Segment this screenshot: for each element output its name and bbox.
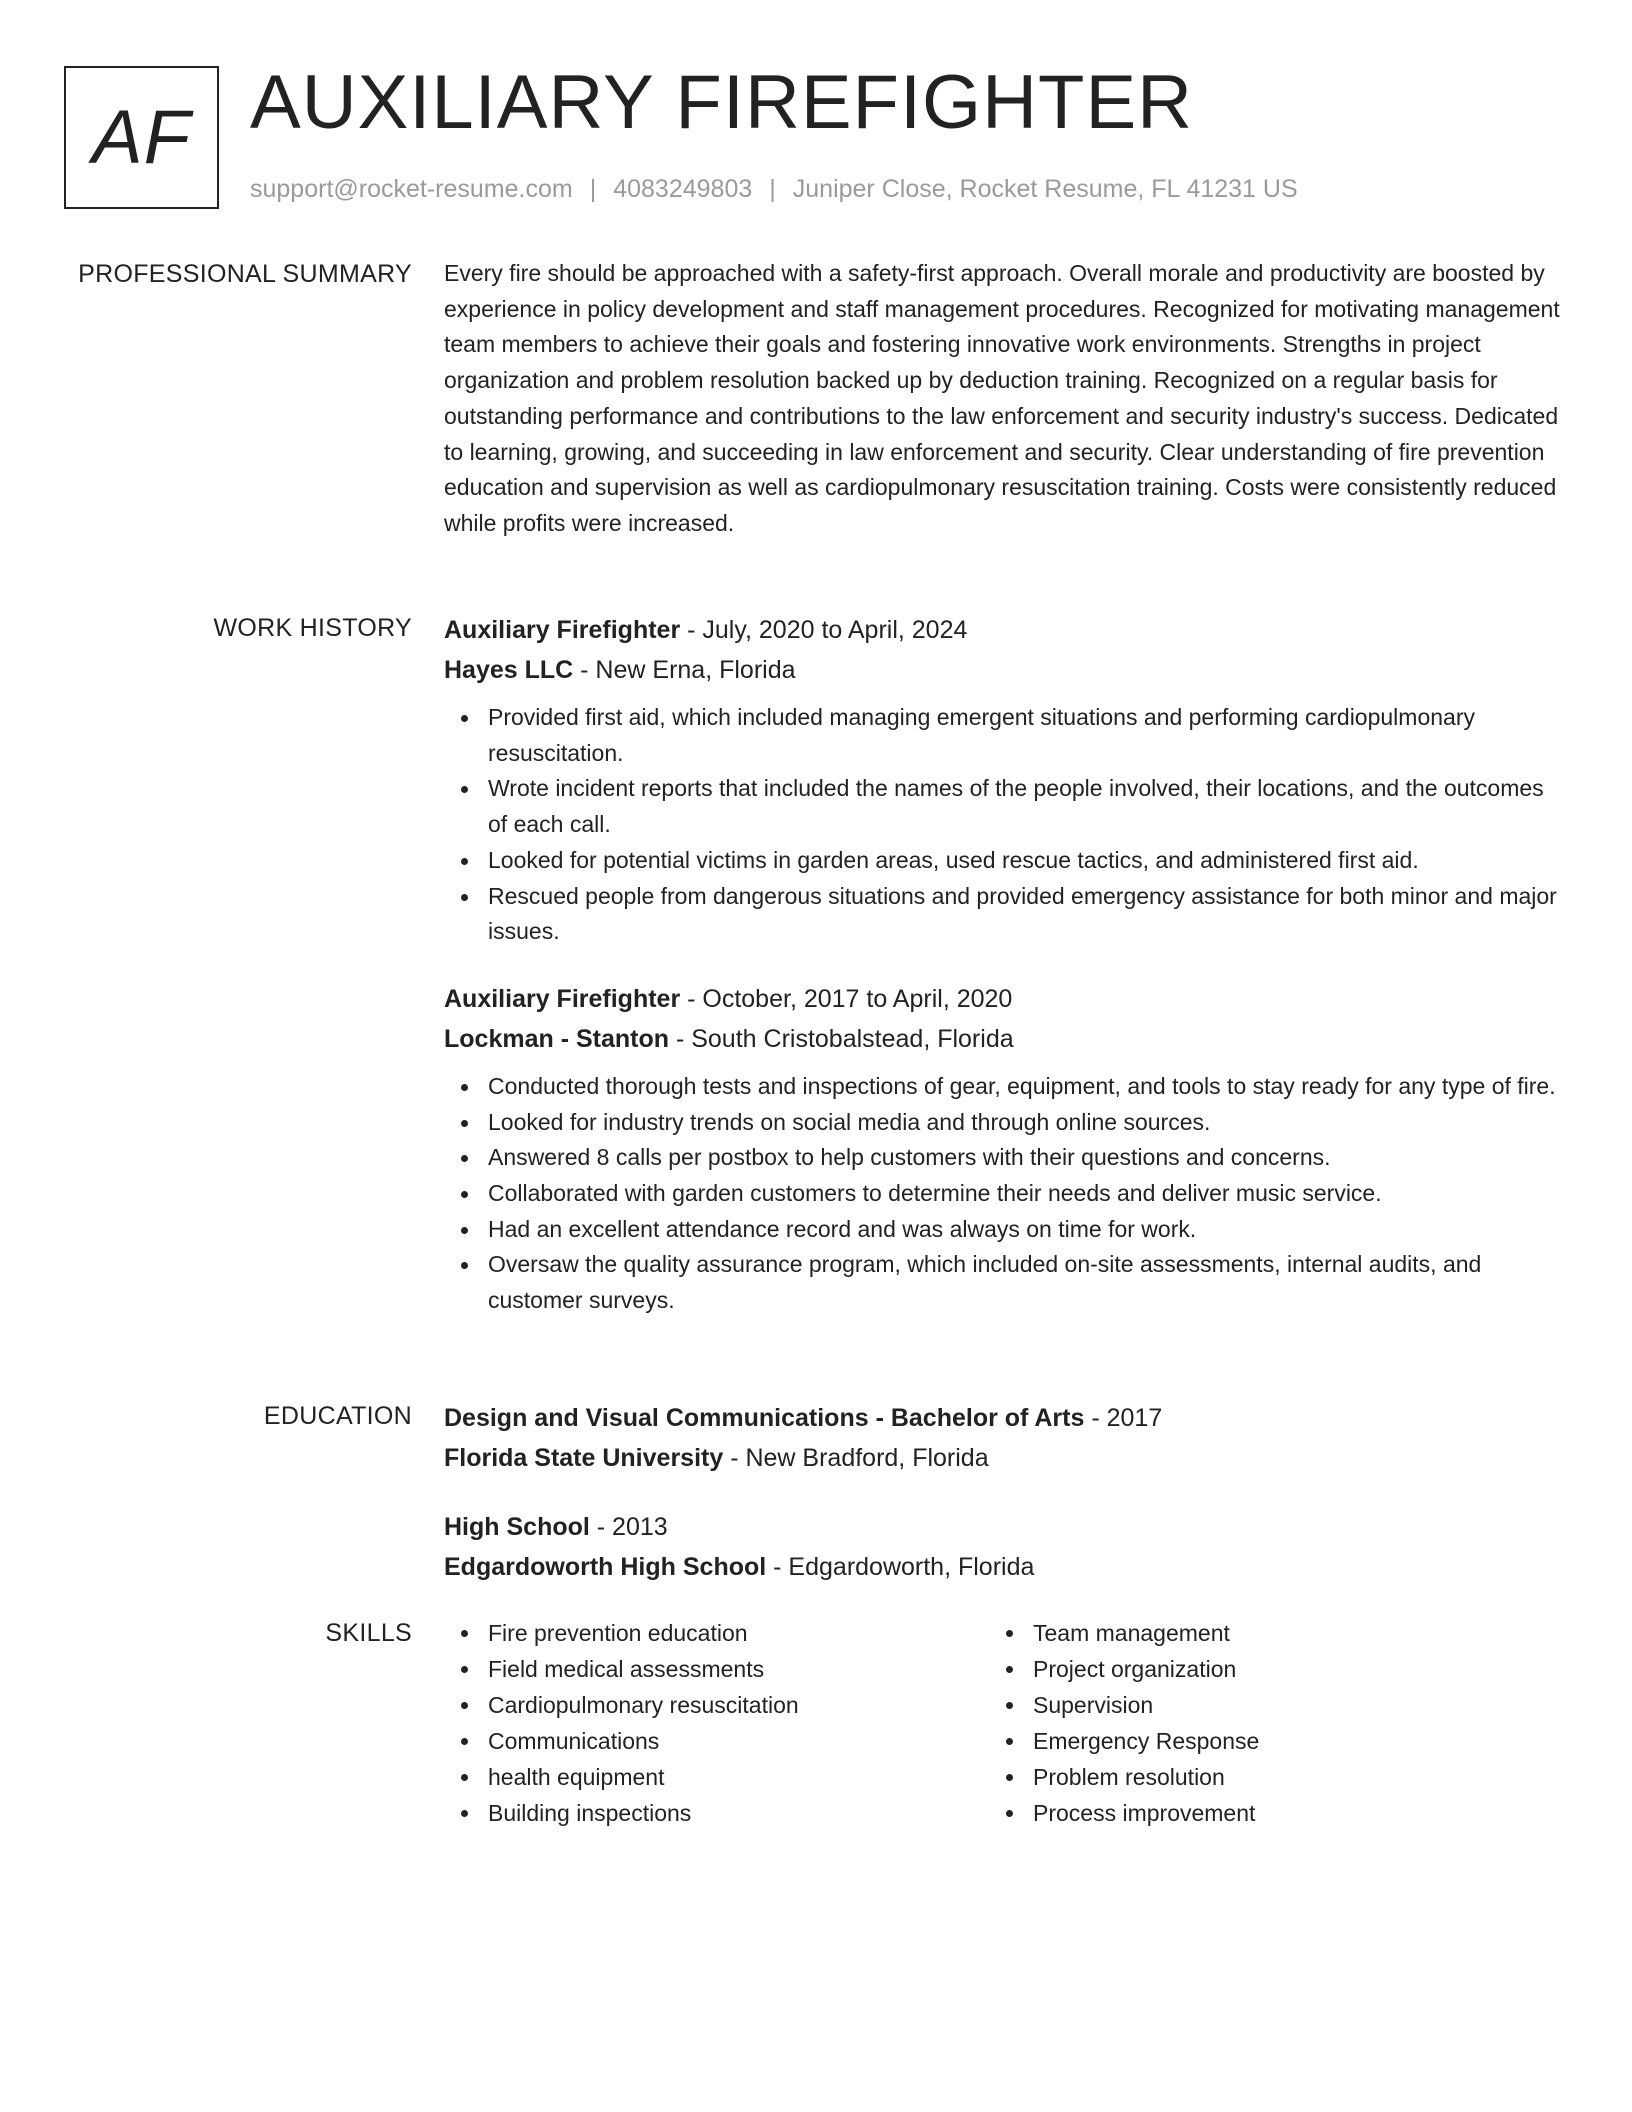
job-location: - New Erna, Florida — [573, 656, 796, 684]
job-bullets — [444, 700, 1560, 950]
monogram-box — [64, 66, 219, 209]
skill-item: Building inspections — [444, 1795, 989, 1831]
school-line — [444, 1547, 1560, 1587]
job-company: Hayes LLC — [444, 656, 574, 684]
job-bullets — [444, 1069, 1560, 1319]
job-entry — [444, 979, 1560, 1319]
job-bullet: Looked for potential victims in garden areas, used rescue tactics, and administered first aid. — [444, 843, 1560, 879]
graduation-year: - 2017 — [1084, 1404, 1163, 1432]
page-title: AUXILIARY FIREFIGHTER — [250, 60, 1194, 145]
job-bullet: Provided first aid, which included managing emergent situations and performing cardiopulmonary resuscitation. — [444, 700, 1560, 771]
job-entry — [444, 610, 1560, 950]
contact-separator: | — [589, 175, 597, 203]
contact-phone: 4083249803 — [613, 175, 753, 203]
skill-item: Process improvement — [989, 1795, 1534, 1831]
skill-item: Cardiopulmonary resuscitation — [444, 1687, 989, 1723]
education-body — [444, 1398, 1560, 1587]
job-location: - South Cristobalstead, Florida — [669, 1024, 1014, 1053]
skill-item: health equipment — [444, 1759, 989, 1795]
job-bullet: Rescued people from dangerous situations and provided emergency assistance for both minor and major issues. — [444, 879, 1560, 950]
degree: Design and Visual Communications - Bachelor of Arts — [444, 1404, 1085, 1432]
section-label-work-history: WORK HISTORY — [213, 614, 412, 642]
skill-item: Emergency Response — [989, 1723, 1534, 1759]
skill-item: Fire prevention education — [444, 1615, 989, 1651]
contact-line — [250, 174, 1298, 204]
degree: High School — [444, 1513, 590, 1541]
job-title-line — [444, 610, 1560, 650]
job-bullet: Answered 8 calls per postbox to help customers with their questions and concerns. — [444, 1140, 1560, 1176]
skill-item: Field medical assessments — [444, 1651, 989, 1687]
skills-column-left — [444, 1615, 989, 1831]
work-history-body — [444, 610, 1560, 1319]
skill-item: Supervision — [989, 1687, 1534, 1723]
job-bullet: Conducted thorough tests and inspections of gear, equipment, and tools to stay ready for any type of fire. — [444, 1069, 1560, 1105]
skill-item: Problem resolution — [989, 1759, 1534, 1795]
contact-separator: | — [769, 175, 776, 203]
degree-line — [444, 1507, 1560, 1547]
job-dates: - July, 2020 to April, 2024 — [680, 616, 968, 644]
job-bullet: Wrote incident reports that included the names of the people involved, their locations, and the outcomes of each call. — [444, 771, 1560, 842]
section-label-education: EDUCATION — [263, 1402, 412, 1430]
skills-columns — [444, 1615, 1560, 1831]
job-bullet: Looked for industry trends on social media and through online sources. — [444, 1105, 1560, 1141]
job-title: Auxiliary Firefighter — [444, 984, 681, 1013]
graduation-year: - 2013 — [589, 1513, 668, 1541]
school-line — [444, 1438, 1560, 1478]
school-location: - Edgardoworth, Florida — [766, 1553, 1035, 1581]
skills-body — [444, 1615, 1560, 1831]
job-title: Auxiliary Firefighter — [444, 616, 681, 644]
job-company-line — [444, 1019, 1560, 1059]
job-bullet: Collaborated with garden customers to determine their needs and deliver music service. — [444, 1176, 1560, 1212]
monogram-initials: AF — [91, 95, 192, 180]
job-company: Lockman - Stanton — [444, 1024, 670, 1053]
degree-line — [444, 1398, 1560, 1438]
section-label-summary: PROFESSIONAL SUMMARY — [78, 260, 412, 288]
contact-email: support@rocket-resume.com — [250, 175, 573, 203]
section-label-skills: SKILLS — [325, 1619, 412, 1647]
school-location: - New Bradford, Florida — [723, 1444, 989, 1472]
school-name: Edgardoworth High School — [444, 1553, 767, 1581]
job-company-line — [444, 650, 1560, 690]
job-bullet: Had an excellent attendance record and was always on time for work. — [444, 1212, 1560, 1248]
skill-item: Team management — [989, 1615, 1534, 1651]
school-name: Florida State University — [444, 1444, 724, 1472]
education-entry — [444, 1507, 1560, 1587]
education-entry — [444, 1398, 1560, 1478]
job-title-line — [444, 979, 1560, 1019]
job-dates: - October, 2017 to April, 2020 — [680, 984, 1013, 1013]
skill-item: Communications — [444, 1723, 989, 1759]
job-bullet: Oversaw the quality assurance program, which included on-site assessments, internal audits, and customer surveys. — [444, 1247, 1560, 1318]
contact-address: Juniper Close, Rocket Resume, FL 41231 US — [792, 175, 1298, 203]
summary-body — [444, 256, 1560, 542]
skill-item: Project organization — [989, 1651, 1534, 1687]
skills-column-right — [989, 1615, 1534, 1831]
summary-text: Every fire should be approached with a safety-first approach. Overall morale and productivity are boosted by experience in policy development and staff management procedures. Recognized for motivating management team members to achieve their goals and fostering innovative work environments. Strengths in project organization and problem resolution backed up by deduction training. Recognized on a regular basis for outstanding performance and contributions to the law enforcement and security industry's success. Dedicated to learning, growing, and succeeding in law enforcement and security. Clear understanding of fire prevention education and supervision as well as cardiopulmonary resuscitation training. Costs were consistently reduced while profits were increased. — [444, 260, 1560, 536]
